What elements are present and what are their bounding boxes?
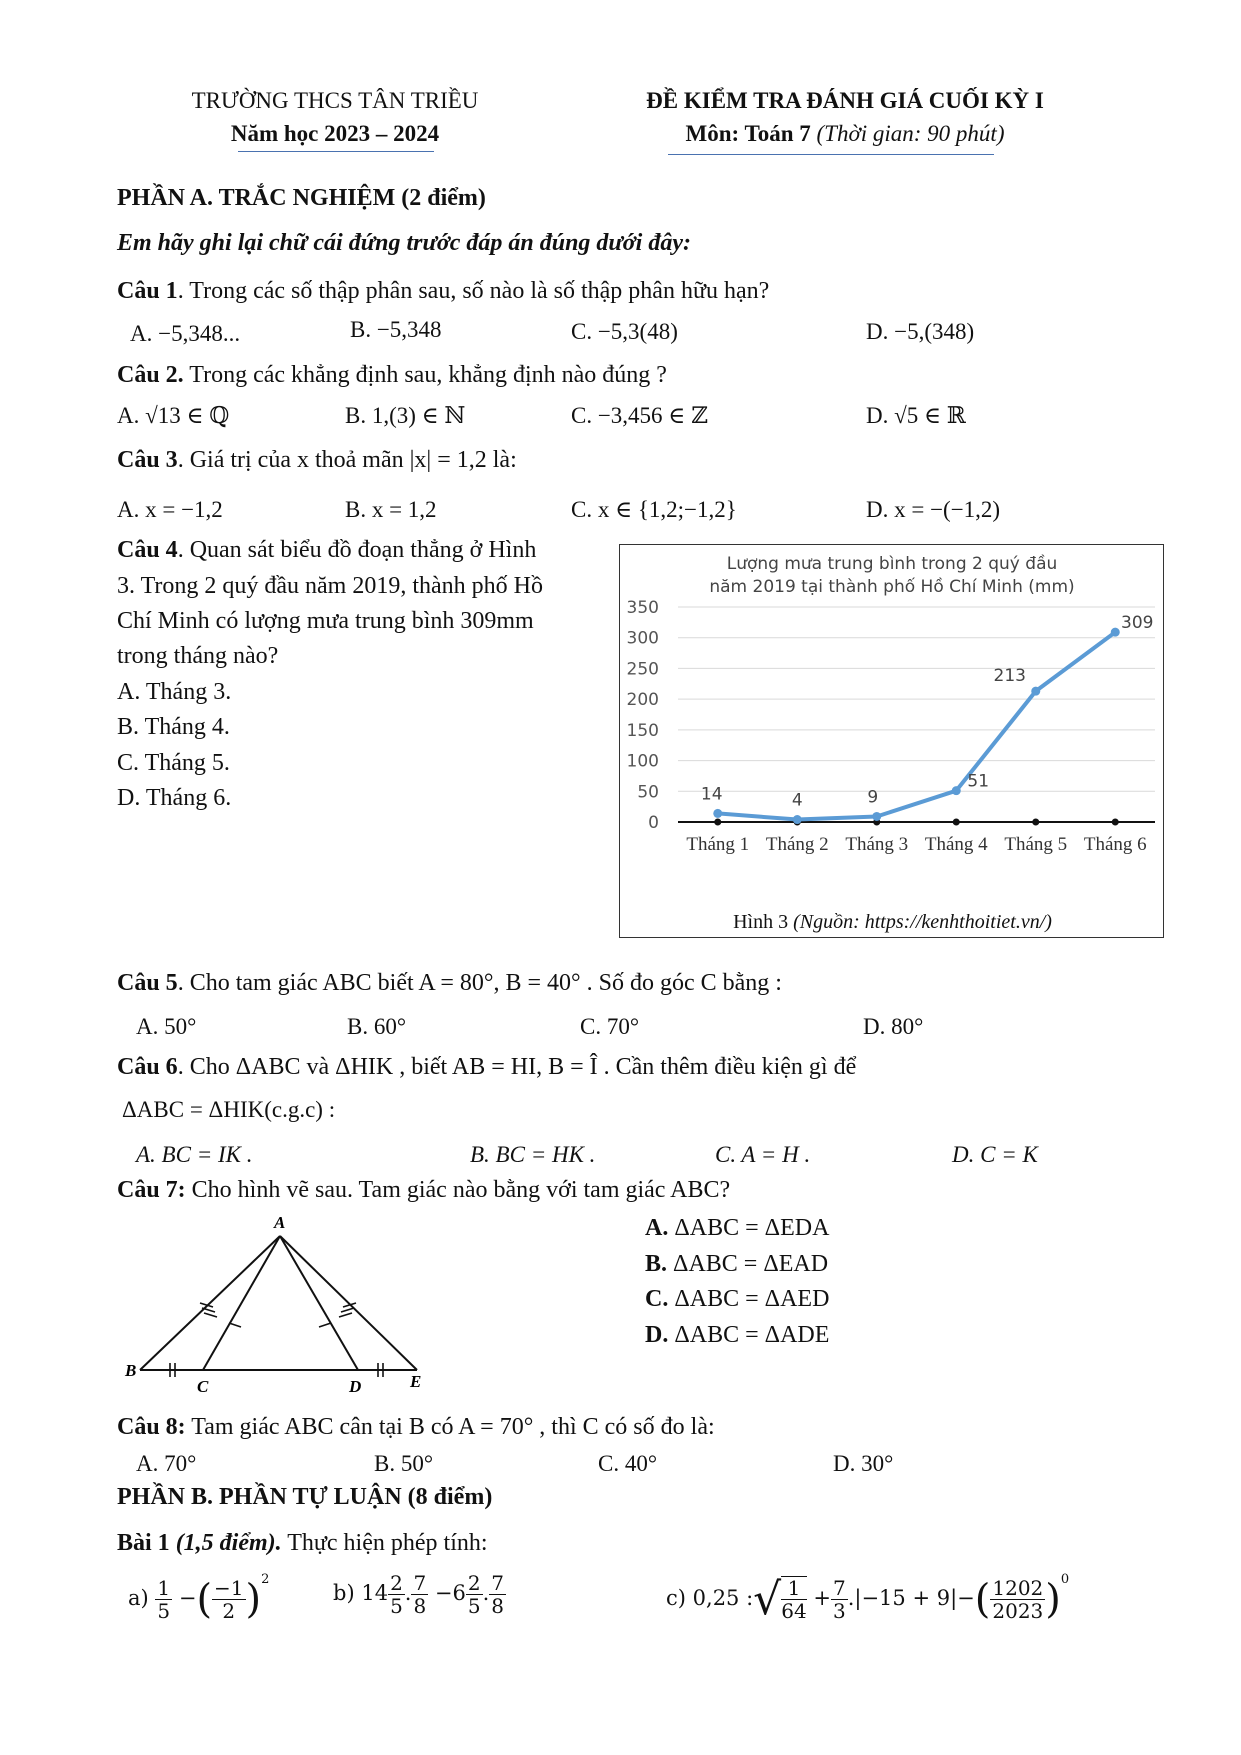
x-tick-label: Tháng 6 <box>1083 834 1147 855</box>
option-letter: D. <box>645 1322 669 1348</box>
x-axis-dot <box>953 819 960 826</box>
part-label: c) <box>666 1586 686 1610</box>
data-label: 51 <box>967 771 990 792</box>
x-axis-dot <box>714 819 721 826</box>
q8-option-c: C. 40° <box>598 1451 658 1476</box>
header-underline-left <box>238 151 434 152</box>
q5-option-b: B. 60° <box>347 1014 407 1039</box>
data-point <box>952 786 961 795</box>
fraction: $\frac{1}{5}$ <box>157 1576 171 1623</box>
q3-option-b: B. x = 1,2 <box>345 497 437 522</box>
q5-option-d: D. 80° <box>863 1014 924 1039</box>
q2-option-a: A. √13 ∈ ℚ <box>117 403 230 428</box>
data-label: 309 <box>1121 613 1154 634</box>
q7-option-c <box>645 1286 829 1313</box>
q6-option-d: D. C = K <box>952 1142 1038 1167</box>
fraction: $\frac{2}{5}$ <box>390 1571 403 1618</box>
y-tick-label: 0 <box>648 813 659 833</box>
question-1 <box>117 278 769 305</box>
y-tick-label: 150 <box>626 720 659 741</box>
question-4-line-3: Chí Minh có lượng mưa trung bình 309mm <box>117 608 534 634</box>
q7-option-d <box>645 1322 829 1349</box>
question-4-line-4: trong tháng nào? <box>117 643 279 669</box>
q8-option-a: A. 70° <box>136 1451 197 1476</box>
q4-option-a: A. Tháng 3. <box>117 679 232 705</box>
q4-option-d: D. Tháng 6. <box>117 785 232 811</box>
option-text: ΔABC = ΔADE <box>668 1322 830 1348</box>
q2-option-b: B. 1,(3) ∈ ℕ <box>345 403 466 428</box>
question-label: Câu 7: <box>117 1177 186 1203</box>
data-label: 9 <box>867 787 879 808</box>
option-text: ΔABC = ΔEAD <box>667 1251 829 1277</box>
q7-option-a <box>645 1215 829 1242</box>
data-label: 14 <box>700 784 723 805</box>
q8-option-d: D. 30° <box>833 1451 894 1476</box>
option-letter: A. <box>645 1215 669 1241</box>
caption-source: (Nguồn: https://kenhthoitiet.vn/) <box>793 911 1052 933</box>
time-limit: (Thời gian: 90 phút) <box>816 121 1005 146</box>
header-underline-right <box>668 154 994 155</box>
exercise-label: Bài 1 <box>117 1530 170 1556</box>
q1-option-c: C. −5,3(48) <box>571 319 678 344</box>
fraction: $\frac{2}{5}$ <box>467 1571 481 1618</box>
point-a-label: A <box>274 1213 286 1232</box>
y-tick-label: 350 <box>626 598 659 618</box>
q8-option-b: B. 50° <box>374 1451 434 1476</box>
point-c-label: C <box>197 1377 209 1396</box>
y-tick-label: 300 <box>626 628 659 649</box>
fraction: $\frac{7}{8}$ <box>413 1571 427 1618</box>
q1-option-a: A. −5,348... <box>130 321 241 346</box>
fraction: $\frac{-1}{2}$ <box>214 1576 244 1623</box>
question-5 <box>117 970 782 997</box>
question-8 <box>117 1414 715 1441</box>
question-4-line-1 <box>117 537 536 564</box>
rainfall-chart-figure <box>619 544 1164 938</box>
rainfall-line-chart <box>620 545 1165 939</box>
chart-title-line-2: năm 2019 tại thành phố Hồ Chí Minh (mm) <box>709 577 1075 597</box>
question-text: . Trong các số thập phân sau, số nào là số thập phân hữu hạn? <box>177 278 770 304</box>
question-6 <box>117 1054 856 1081</box>
exercise-1a: a) $\frac{1}{5}$ −( $\frac{-1}{2}$ )$^2$ <box>128 1572 270 1623</box>
q3-option-d: D. x = −(−1,2) <box>866 497 1001 522</box>
data-point <box>1031 687 1040 696</box>
exercise-1c: c) 0,25 :√ $\frac{1}{64}$ + $\frac{7}{3}$ .|−15 + 9|−( $\frac{1202}{2023}$ )$^0$ <box>666 1572 1070 1625</box>
question-label: Câu 4 <box>117 537 178 563</box>
exam-title: ĐỀ KIỂM TRA ĐÁNH GIÁ CUỐI KỲ I <box>646 88 1044 113</box>
question-label: Câu 5 <box>117 970 178 996</box>
x-tick-label: Tháng 3 <box>845 834 909 855</box>
x-tick-label: Tháng 1 <box>686 834 750 855</box>
part-a-title: PHẦN A. TRẮC NGHIỆM (2 điểm) <box>117 185 486 211</box>
exercise-1b: b) 14 $\frac{2}{5}$ . $\frac{7}{8}$ −6 $\frac{2}{5}$ . $\frac{7}{8}$ <box>333 1571 505 1618</box>
q4-option-c: C. Tháng 5. <box>117 750 230 776</box>
question-label: Câu 6 <box>117 1054 178 1080</box>
chart-title-line-1: Lượng mưa trung bình trong 2 quý đầu <box>726 554 1058 574</box>
question-text: Cho hình vẽ sau. Tam giác nào bằng với tam giác ABC? <box>185 1177 731 1203</box>
part-a-instruction: Em hãy ghi lại chữ cái đứng trước đáp án đúng dưới đây: <box>117 230 691 256</box>
question-2 <box>117 362 667 389</box>
exercise-1-heading <box>117 1530 488 1557</box>
fraction: $\frac{1}{64}$ <box>781 1576 807 1623</box>
q2-option-c: C. −3,456 ∈ ℤ <box>571 403 708 428</box>
part-label: a) <box>128 1586 149 1610</box>
segment-ac <box>203 1236 280 1370</box>
y-tick-label: 200 <box>626 690 659 711</box>
fraction: $\frac{7}{8}$ <box>491 1571 505 1618</box>
question-3 <box>117 447 517 474</box>
q5-option-a: A. 50° <box>136 1014 197 1039</box>
x-axis-dot <box>1032 819 1039 826</box>
triangle-figure <box>125 1206 445 1396</box>
x-tick-label: Tháng 5 <box>1004 834 1068 855</box>
figure-caption <box>620 911 1165 934</box>
caption-label: Hình 3 <box>733 911 789 933</box>
option-text: ΔABC = ΔEDA <box>668 1215 830 1241</box>
question-7 <box>117 1177 730 1204</box>
question-label: Câu 2. <box>117 362 184 388</box>
data-label: 213 <box>993 666 1026 687</box>
question-text: Trong các khẳng định sau, khẳng định nào đúng ? <box>183 362 667 388</box>
q2-option-d: D. √5 ∈ ℝ <box>866 403 966 428</box>
question-text: . Giá trị của x thoả mãn |x| = 1,2 là: <box>177 447 517 473</box>
fraction: $\frac{7}{3}$ <box>832 1576 846 1623</box>
x-tick-label: Tháng 2 <box>765 834 829 855</box>
data-point <box>1111 628 1120 637</box>
point-b-label: B <box>125 1361 137 1380</box>
option-letter: B. <box>645 1251 668 1277</box>
school-name: TRƯỜNG THCS TÂN TRIỀU <box>191 88 479 113</box>
question-text: . Cho tam giác ABC biết A = 80°, B = 40° . Số đo góc C bằng : <box>177 970 782 996</box>
segment-ad <box>280 1236 358 1370</box>
point-e-label: E <box>410 1372 422 1391</box>
part-label: b) <box>333 1581 355 1605</box>
q3-option-a: A. x = −1,2 <box>117 497 223 522</box>
question-text: Tam giác ABC cân tại B có A = 70° , thì C có số đo là: <box>185 1414 715 1440</box>
part-b-title: PHẦN B. PHẦN TỰ LUẬN (8 điểm) <box>117 1484 493 1510</box>
q7-option-b <box>645 1251 828 1278</box>
segment-ae <box>140 1236 280 1370</box>
data-point <box>872 812 881 821</box>
q3-option-c: C. x ∈ {1,2;−1,2} <box>571 497 737 522</box>
q6-option-b: B. BC = HK . <box>470 1142 596 1167</box>
question-label: Câu 8: <box>117 1414 186 1440</box>
y-tick-label: 250 <box>626 659 659 680</box>
school-year: Năm học 2023 – 2024 <box>230 121 440 146</box>
fraction: $\frac{1202}{2023}$ <box>992 1576 1044 1623</box>
option-text: ΔABC = ΔAED <box>668 1286 830 1312</box>
q5-option-c: C. 70° <box>580 1014 640 1039</box>
data-point <box>793 815 802 824</box>
q6-option-c: C. A = H . <box>715 1142 811 1167</box>
question-text: . Cho ΔABC và ΔHIK , biết AB = HI, B = Î . Cần thêm điều kiện gì để <box>177 1054 857 1080</box>
q4-option-b: B. Tháng 4. <box>117 714 230 740</box>
question-4-line-2: 3. Trong 2 quý đầu năm 2019, thành phố Hồ <box>117 573 543 599</box>
equal-tick-marks <box>170 1303 383 1377</box>
x-tick-label: Tháng 4 <box>924 834 988 855</box>
q1-option-d: D. −5,(348) <box>866 319 975 344</box>
subject-line <box>585 121 1105 147</box>
y-tick-label: 50 <box>637 782 659 803</box>
question-label: Câu 1 <box>117 278 178 304</box>
q6-option-a: A. BC = IK . <box>136 1142 253 1167</box>
point-d-label: D <box>349 1377 362 1396</box>
segment-ae-right <box>280 1236 417 1370</box>
exercise-text: Thực hiện phép tính: <box>281 1530 488 1556</box>
data-label: 4 <box>791 790 803 811</box>
exercise-points: (1,5 điểm). <box>175 1530 282 1556</box>
data-point <box>713 809 722 818</box>
subject: Môn: Toán 7 <box>685 121 811 146</box>
question-6-line-2: ΔABC = ΔHIK(c.g.c) : <box>122 1097 336 1122</box>
question-label: Câu 3 <box>117 447 178 473</box>
q1-option-b: B. −5,348 <box>350 317 442 342</box>
y-tick-label: 100 <box>626 751 659 772</box>
option-letter: C. <box>645 1286 669 1312</box>
question-text: . Quan sát biểu đồ đoạn thẳng ở Hình <box>177 537 537 563</box>
x-axis-dot <box>1112 819 1119 826</box>
